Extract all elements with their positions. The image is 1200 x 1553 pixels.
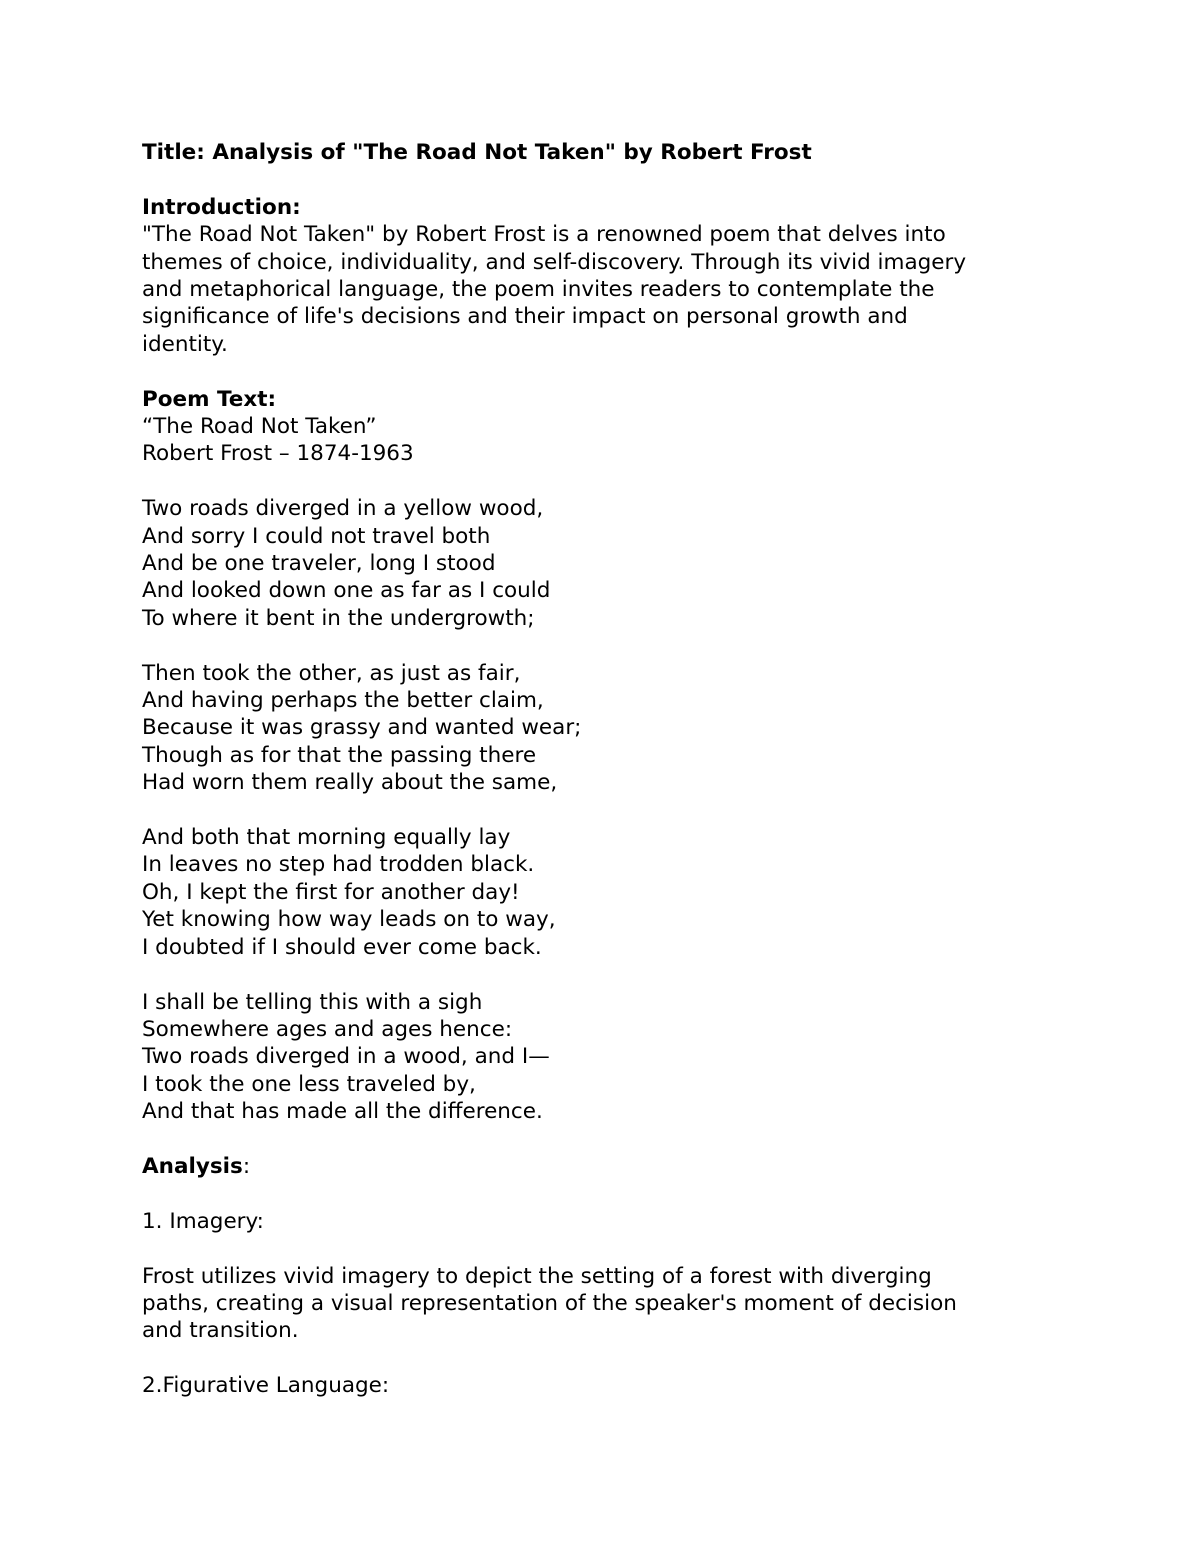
poem-line: Had worn them really about the same, xyxy=(142,770,558,796)
spacer xyxy=(142,797,1062,824)
poem-line: Two roads diverged in a wood, and I— xyxy=(142,1044,550,1070)
introduction-line: and metaphorical language, the poem invites readers to contemplate the xyxy=(142,277,935,303)
poem-title: “The Road Not Taken” xyxy=(142,414,377,440)
spacer xyxy=(142,632,1062,659)
introduction-line: themes of choice, individuality, and self-discovery. Through its vivid imagery xyxy=(142,249,967,275)
poem-line: I shall be telling this with a sigh xyxy=(142,989,483,1015)
poem-line: And be one traveler, long I stood xyxy=(142,551,496,577)
poem-line: Somewhere ages and ages hence: xyxy=(142,1016,513,1042)
analysis-heading-colon: : xyxy=(242,1153,251,1179)
document-page xyxy=(142,139,1062,1400)
analysis-item-line: paths, creating a visual representation of the speaker's moment of decision xyxy=(142,1290,957,1316)
spacer xyxy=(142,468,1062,495)
analysis-heading: Analysis xyxy=(142,1153,243,1179)
analysis-heading-line xyxy=(142,1153,1062,1180)
analysis-item-line: Frost utilizes vivid imagery to depict the setting of a forest with diverging xyxy=(142,1263,932,1289)
spacer xyxy=(142,166,1062,193)
poem-heading: Poem Text: xyxy=(142,386,277,412)
poem-line: I doubted if I should ever come back. xyxy=(142,934,542,960)
poem-line: And sorry I could not travel both xyxy=(142,523,491,549)
spacer xyxy=(142,1126,1062,1153)
poem-line: And both that morning equally lay xyxy=(142,825,511,851)
poem-line: Two roads diverged in a yellow wood, xyxy=(142,496,544,522)
poem-line: Then took the other, as just as fair, xyxy=(142,660,521,686)
spacer xyxy=(142,1235,1062,1262)
introduction-line: "The Road Not Taken" by Robert Frost is a renowned poem that delves into xyxy=(142,222,946,248)
poem-line: To where it bent in the undergrowth; xyxy=(142,605,535,631)
poem-line: In leaves no step had trodden black. xyxy=(142,852,535,878)
poem-line: And that has made all the difference. xyxy=(142,1099,543,1125)
introduction-heading: Introduction: xyxy=(142,194,301,220)
poem-line: I took the one less traveled by, xyxy=(142,1071,476,1097)
poem-line: And looked down one as far as I could xyxy=(142,578,551,604)
introduction-line: significance of life's decisions and their impact on personal growth and xyxy=(142,304,908,330)
spacer xyxy=(142,358,1062,385)
poem-line: Though as for that the passing there xyxy=(142,742,537,768)
analysis-item-line: and transition. xyxy=(142,1318,299,1344)
poem-author: Robert Frost – 1874-1963 xyxy=(142,441,414,467)
spacer xyxy=(142,961,1062,988)
poem-line: Because it was grassy and wanted wear; xyxy=(142,715,582,741)
analysis-item-heading: 2.Figurative Language: xyxy=(142,1373,390,1399)
introduction-line: identity. xyxy=(142,331,228,357)
document-title: Title: Analysis of "The Road Not Taken" by Robert Frost xyxy=(142,140,812,165)
poem-line: Yet knowing how way leads on to way, xyxy=(142,907,556,933)
spacer xyxy=(142,1180,1062,1207)
poem-line: Oh, I kept the first for another day! xyxy=(142,879,520,905)
poem-line: And having perhaps the better claim, xyxy=(142,688,544,714)
analysis-item-heading: 1. Imagery: xyxy=(142,1208,264,1234)
spacer xyxy=(142,1345,1062,1372)
